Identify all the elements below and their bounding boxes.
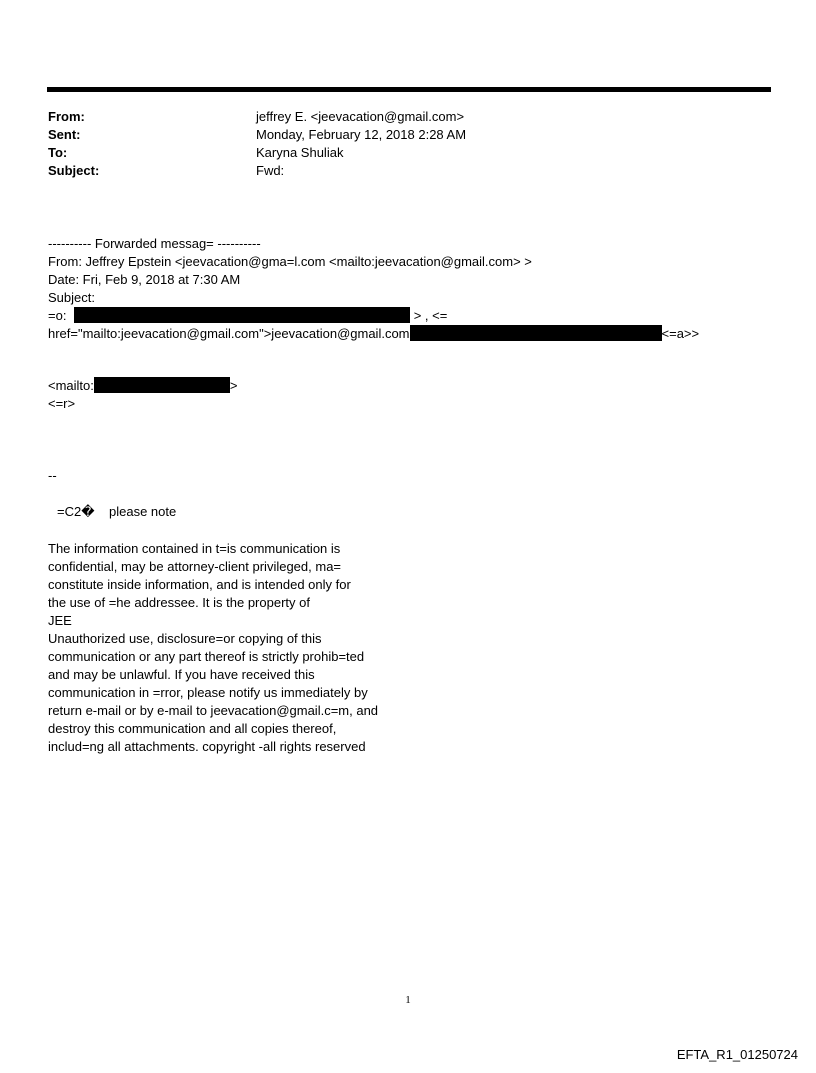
- subject-row: [48, 162, 466, 180]
- from-label: From:: [48, 109, 85, 124]
- subject-label: Subject:: [48, 163, 100, 178]
- mailto-prefix: <mailto:: [48, 378, 94, 393]
- disclaimer-line: return e-mail or by e-mail to jeevacation@gmail.c=m, and: [48, 703, 379, 718]
- forwarded-block: [48, 235, 699, 343]
- forward-date-line: Date: Fri, Feb 9, 2018 at 7:30 AM: [48, 272, 241, 287]
- disclaimer-line: confidential, may be attorney-client privileged, ma=: [48, 559, 342, 574]
- redaction-box: [94, 377, 230, 393]
- disclaimer-line: destroy this communication and all copies thereof,: [48, 721, 337, 736]
- disclaimer-line: and may be unlawful. If you have received this: [48, 667, 315, 682]
- mailto-suffix: >: [229, 378, 238, 393]
- href-text: href="mailto:jeevacation@gmail.com">jeevacation@gmail.com: [48, 326, 410, 341]
- page-number: 1: [405, 994, 411, 1006]
- disclaimer-line: includ=ng all attachments. copyright -all rights reserved: [48, 739, 366, 754]
- disclaimer-line: communication or any part thereof is strictly prohib=ted: [48, 649, 365, 664]
- disclaimer-line: Unauthorized use, disclosure=or copying of this: [48, 631, 322, 646]
- top-rule: [47, 87, 771, 92]
- signature-dashes: --: [48, 468, 57, 483]
- sent-label: Sent:: [48, 127, 81, 142]
- disclaimer-line: The information contained in t=is communication is: [48, 541, 341, 556]
- disclaimer-line: JEE: [48, 613, 72, 628]
- subject-value: Fwd:: [256, 163, 285, 178]
- sent-row: [48, 126, 466, 144]
- forward-href-line: [48, 325, 699, 343]
- mailto-block: [48, 377, 237, 413]
- email-header: [48, 108, 466, 180]
- forward-subject-line: Subject:: [48, 290, 95, 305]
- disclaimer-line: communication in =rror, please notify us immediately by: [48, 685, 368, 700]
- from-row: [48, 108, 466, 126]
- disclaimer-line: constitute inside information, and is intended only for: [48, 577, 351, 592]
- redaction-box: [74, 307, 410, 323]
- to-row: [48, 144, 466, 162]
- to-value: Karyna Shuliak: [256, 145, 344, 160]
- mailto-line: [48, 377, 237, 395]
- forward-divider: ---------- Forwarded messag= ----------: [48, 236, 261, 251]
- redaction-box: [410, 325, 662, 341]
- forward-from-line: From: Jeffrey Epstein <jeevacation@gma=l.com <mailto:jeevacation@gmail.com> >: [48, 254, 532, 269]
- to-suffix: > , <=: [413, 308, 448, 323]
- to-label: To:: [48, 145, 68, 160]
- forward-to-line: [48, 307, 699, 325]
- disclaimer-line: the use of =he addressee. It is the property of: [48, 595, 310, 610]
- sent-value: Monday, February 12, 2018 2:28 AM: [256, 127, 467, 142]
- disclaimer-paragraph: [48, 540, 378, 756]
- please-note-line: =C2� please note: [57, 504, 177, 519]
- bates-number: EFTA_R1_01250724: [676, 1047, 798, 1062]
- href-suffix: <=a>>: [661, 326, 700, 341]
- to-prefix: =o:: [48, 308, 67, 323]
- from-value: jeffrey E. <jeevacation@gmail.com>: [256, 109, 465, 124]
- r-line: <=r>: [48, 396, 76, 411]
